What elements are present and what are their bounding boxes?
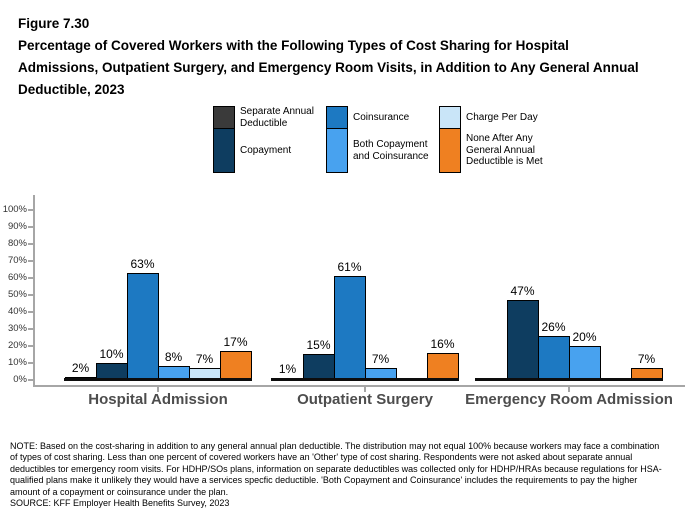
- category-label: Outpatient Surgery: [297, 391, 433, 408]
- y-axis-line: [33, 195, 35, 386]
- figure-number: Figure 7.30: [18, 16, 90, 31]
- bar-value-label: 10%: [99, 347, 124, 361]
- y-axis-tick: [28, 362, 33, 364]
- bar-value-label: 20%: [572, 330, 597, 344]
- bar-value-label: 63%: [130, 257, 155, 271]
- bar: [569, 346, 601, 380]
- y-axis-tick: [28, 277, 33, 279]
- bar-value-label: 7%: [371, 352, 390, 366]
- legend-swatch-icon: [213, 106, 235, 129]
- y-axis-tick: [28, 226, 33, 228]
- figure-title: Percentage of Covered Workers with the Following Types of Cost Sharing for Hospital Admissions, Outpatient Surgery, and Emergency Room Visits, in Addition to Any General Annual Deductible, 2023: [18, 38, 639, 97]
- bar-chart: [0, 190, 698, 425]
- y-tick-label: 40%: [7, 306, 27, 317]
- legend-label: Both Copayment and Coinsurance: [353, 139, 429, 162]
- y-axis-tick: [28, 345, 33, 347]
- y-axis-tick: [28, 209, 33, 211]
- source-text: SOURCE: KFF Employer Health Benefits Survey, 2023: [10, 498, 230, 509]
- y-tick-label: 30%: [7, 323, 27, 334]
- group-baseline: [475, 378, 663, 381]
- figure-header: [18, 13, 678, 101]
- legend-swatch-icon: [213, 128, 235, 173]
- bar-value-label: 7%: [195, 352, 214, 366]
- y-tick-label: 100%: [2, 204, 27, 215]
- y-tick-label: 50%: [7, 289, 27, 300]
- legend-label: Separate Annual Deductible: [240, 106, 314, 129]
- bar-value-label: 26%: [541, 320, 566, 334]
- y-axis-tick: [28, 294, 33, 296]
- bar-value-label: 47%: [510, 284, 535, 298]
- y-tick-label: 60%: [7, 272, 27, 283]
- legend-swatch-icon: [439, 106, 461, 129]
- y-tick-label: 80%: [7, 238, 27, 249]
- legend-item: [326, 106, 439, 129]
- category-label: Hospital Admission: [88, 391, 228, 408]
- legend-label: Charge Per Day: [466, 111, 538, 123]
- bar: [538, 336, 570, 380]
- y-axis-tick: [28, 379, 33, 381]
- bar: [303, 354, 335, 380]
- legend-item: [439, 106, 552, 129]
- y-axis-tick: [28, 243, 33, 245]
- legend-swatch-icon: [439, 128, 461, 173]
- bar-value-label: 16%: [430, 337, 455, 351]
- legend-column: [326, 106, 439, 173]
- legend-item: [213, 128, 326, 173]
- bar-value-label: 8%: [164, 350, 183, 364]
- figure-footer: [10, 441, 665, 509]
- y-axis-tick: [28, 260, 33, 262]
- bar-value-label: 7%: [637, 352, 656, 366]
- bar-value-label: 61%: [337, 260, 362, 274]
- legend-column: [439, 106, 552, 173]
- y-tick-label: 10%: [7, 357, 27, 368]
- bar: [334, 276, 366, 380]
- bar-value-label: 17%: [223, 335, 248, 349]
- bar-value-label: 15%: [306, 338, 331, 352]
- group-baseline: [271, 378, 459, 381]
- legend-item: [439, 128, 552, 173]
- group-baseline: [64, 378, 252, 381]
- y-tick-label: 70%: [7, 255, 27, 266]
- category-label: Emergency Room Admission: [465, 391, 673, 408]
- legend-label: Copayment: [240, 144, 292, 156]
- chart-legend: [213, 106, 552, 173]
- legend-item: [213, 106, 326, 129]
- note-text: NOTE: Based on the cost-sharing in addition to any general annual plan deductible. The distribution may not equal 100% because workers may face a combination of types of cost sharing. Less than one percent of covered workers have an 'Other' type of cost sharing. Respondents were not asked about separate annual deductibles tor emergency room visits. For HDHP/SOs plans, information on separate deductibles was collected only for HDHP/HRAs because regulations for HSA-qualified plans make it unlikely they would have a services specfic deductible. 'Both Copayment and Coinsurance' includes the requirements to pay the higher amount of a copayment or coinsurance under the plan.: [10, 441, 662, 497]
- y-tick-label: 90%: [7, 221, 27, 232]
- bar: [507, 300, 539, 380]
- bar: [127, 273, 159, 380]
- bar: [220, 351, 252, 380]
- y-axis-tick: [28, 311, 33, 313]
- legend-item: [326, 128, 439, 173]
- x-axis-line: [33, 385, 685, 387]
- y-axis-tick: [28, 328, 33, 330]
- bar: [427, 353, 459, 380]
- bar-value-label: 1%: [278, 362, 297, 376]
- legend-swatch-icon: [326, 128, 348, 173]
- y-tick-label: 0%: [13, 374, 27, 385]
- bar-value-label: 2%: [71, 361, 90, 375]
- legend-label: None After Any General Annual Deductible is Met: [466, 133, 543, 168]
- legend-label: Coinsurance: [353, 111, 410, 123]
- y-tick-label: 20%: [7, 340, 27, 351]
- legend-swatch-icon: [326, 106, 348, 129]
- legend-column: [213, 106, 326, 173]
